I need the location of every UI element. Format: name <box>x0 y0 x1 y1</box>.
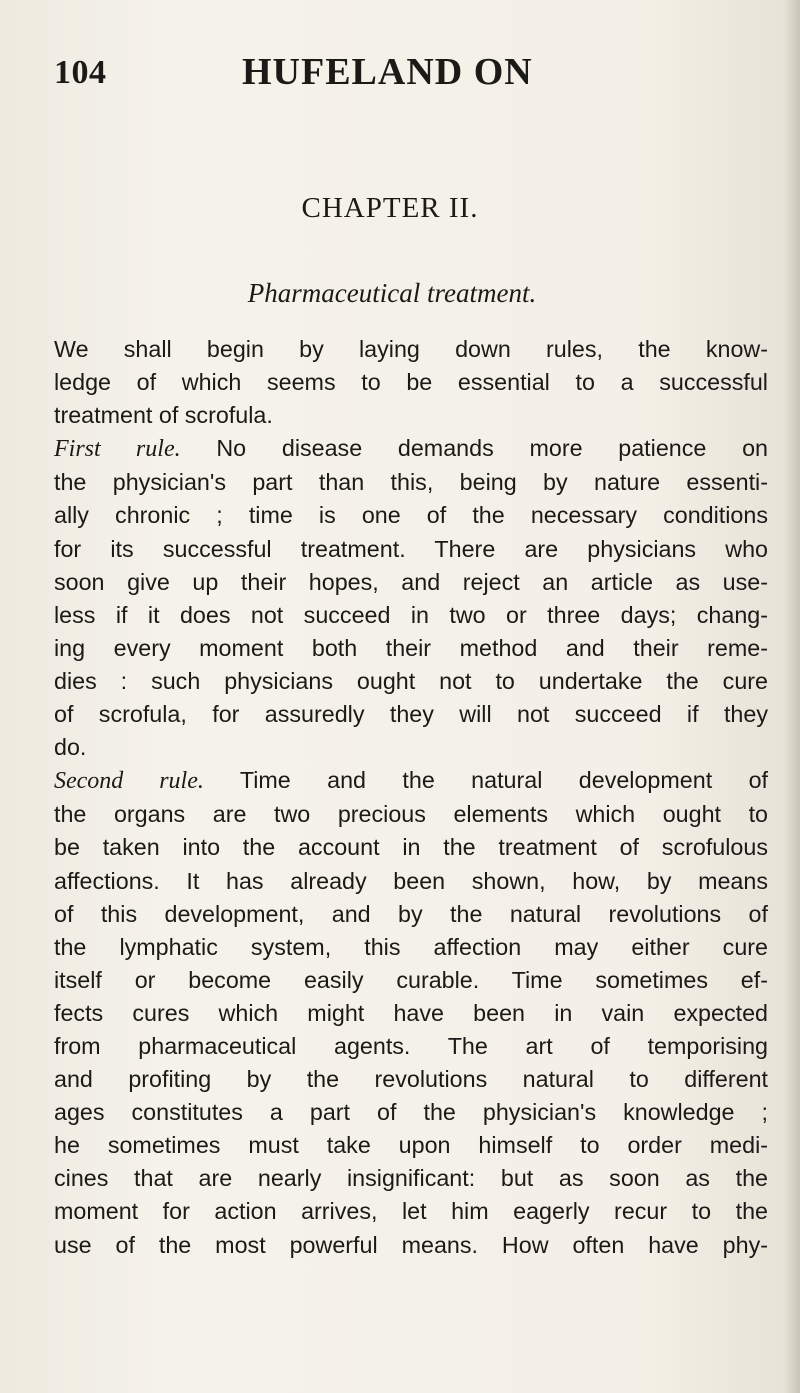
text-line: fects cures which might have been in vain expected <box>54 999 768 1026</box>
text-line: soon give up their hopes, and reject an article as use- <box>54 568 768 595</box>
text-line: ally chronic ; time is one of the necessary conditions <box>54 502 768 529</box>
text-line: treatment of scrofula. <box>54 402 273 429</box>
text-line: ledge of which seems to be essential to a successful <box>54 369 768 396</box>
text-line: do. <box>54 734 87 761</box>
running-title: HUFELAND ON <box>242 51 533 93</box>
text-fragment: No disease demands more patience on <box>216 435 768 462</box>
text-line <box>54 764 768 798</box>
text-line: affections. It has already been shown, how, by means <box>54 867 768 894</box>
text-line: of this development, and by the natural revolutions of <box>54 900 768 927</box>
text-line: and profiting by the revolutions natural to different <box>54 1066 768 1093</box>
page-number: 104 <box>54 54 107 91</box>
text-fragment: Time and the natural development of <box>239 767 768 794</box>
text-line: from pharmaceutical agents. The art of temporising <box>54 1032 768 1059</box>
text-line: the lymphatic system, this affection may either cure <box>54 933 768 960</box>
rule-label: First rule. <box>54 436 181 463</box>
text-line: We shall begin by laying down rules, the know- <box>54 336 768 362</box>
text-line: moment for action arrives, let him eagerly recur to the <box>54 1198 768 1225</box>
text-line: he sometimes must take upon himself to order medi- <box>54 1132 768 1159</box>
chapter-title-text: CHAPTER II. <box>301 192 479 224</box>
running-head <box>54 50 754 94</box>
text-line: itself or become easily curable. Time sometimes ef- <box>54 966 768 993</box>
rule-label: Second rule. <box>54 768 204 795</box>
section-title <box>0 278 800 309</box>
text-line: cines that are nearly insignificant: but as soon as the <box>54 1165 768 1192</box>
text-line: for its successful treatment. There are physicians who <box>54 535 768 562</box>
body-text <box>54 333 768 1262</box>
chapter-title <box>0 192 800 225</box>
text-line: the organs are two precious elements which ought to <box>54 801 768 828</box>
text-line <box>54 432 768 466</box>
section-title-text: Pharmaceutical treatment. <box>247 278 537 308</box>
text-line: be taken into the account in the treatment of scrofulous <box>54 834 768 861</box>
text-line: of scrofula, for assuredly they will not succeed if they <box>54 701 768 728</box>
text-line: use of the most powerful means. How often have phy- <box>54 1231 768 1258</box>
text-line: dies : such physicians ought not to undertake the cure <box>54 667 768 694</box>
text-line: the physician's part than this, being by nature essenti- <box>54 469 768 496</box>
text-line: less if it does not succeed in two or three days; chang- <box>54 601 768 628</box>
text-line: ages constitutes a part of the physician's knowledge ; <box>54 1099 768 1126</box>
text-line: ing every moment both their method and their reme- <box>54 634 768 661</box>
